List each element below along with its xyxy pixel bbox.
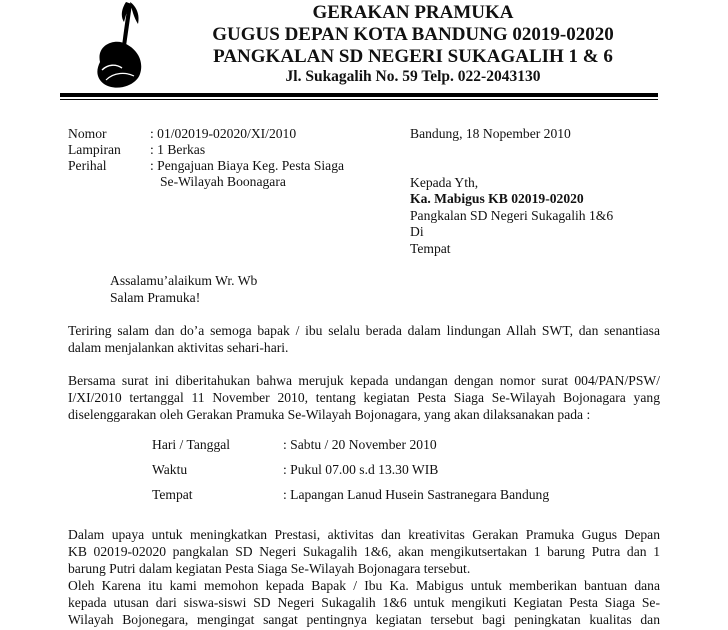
event-place-label: Tempat (152, 487, 193, 502)
header-address: Jl. Sukagalih No. 59 Telp. 022-2043130 (285, 68, 541, 85)
event-time-value: : Pukul 07.00 s.d 13.30 WIB (283, 462, 439, 477)
perihal-value-1: : Pengajuan Biaya Keg. Pesta Siaga (150, 158, 345, 173)
lampiran-value: : 1 Berkas (150, 142, 206, 157)
header-gugus: GUGUS DEPAN KOTA BANDUNG 02019-02020 (212, 24, 614, 45)
paragraph-request (68, 577, 660, 628)
paragraph-line: dalam menjalankan aktivitas sehari-hari. (68, 340, 289, 355)
event-place-value: : Lapangan Lanud Husein Sastranegara Bandung (283, 487, 550, 502)
header-rule-thin (60, 99, 658, 100)
header-pangkalan: PANGKALAN SD NEGERI SUKAGALIH 1 & 6 (213, 46, 613, 67)
paragraph-line: Oleh Karena itu kami memohon kepada Bapak / Ibu Ka. Mabigus untuk memberikan bantuan dana (68, 578, 660, 593)
event-day-label: Hari / Tanggal (152, 437, 231, 452)
paragraph-line: kepada utusan dari siswa-siswi SD Negeri Sukagalih 1&6 untuk mengikuti Kegiatan Pesta Siaga Se- (68, 595, 660, 610)
place-date: Bandung, 18 Nopember 2010 (410, 126, 571, 141)
paragraph-line: Bersama surat ini diberitahukan bahwa merujuk kepada undangan dengan nomor surat 004/PAN/PSW/ (68, 373, 660, 388)
nomor-label: Nomor (68, 126, 107, 141)
event-day-value: : Sabtu / 20 November 2010 (283, 437, 437, 452)
event-time-label: Waktu (152, 462, 188, 477)
perihal-label: Perihal (68, 158, 107, 173)
lampiran-label: Lampiran (68, 142, 121, 157)
recipient-line-2: Ka. Mabigus KB 02019-02020 (410, 191, 584, 206)
paragraph-participation (68, 526, 660, 577)
recipient-line-5: Tempat (410, 241, 451, 256)
paragraph-line: Teriring salam dan do’a semoga bapak / ibu selalu berada dalam lindungan Allah SWT, dan senantiasa (68, 323, 660, 338)
greeting-line-2: Salam Pramuka! (110, 290, 201, 305)
paragraph-line: I/XI/2010 tertanggal 11 November 2010, tentang kegiatan Pesta Siaga Se-Wilayah Bojonagara yang (68, 390, 660, 405)
paragraph-line: KB 02019-02020 pangkalan SD Negeri Sukagalih 1&6, akan mengikutsertakan 1 barung Putra dan 1 (68, 544, 660, 559)
greeting-line-1: Assalamu’alaikum Wr. Wb (110, 273, 258, 288)
header-rule-thick (60, 93, 658, 97)
paragraph-opening (68, 322, 660, 356)
recipient-line-3: Pangkalan SD Negeri Sukagalih 1&6 (410, 208, 614, 223)
recipient-line-1: Kepada Yth, (410, 175, 479, 190)
recipient-line-4: Di (410, 224, 424, 239)
nomor-value: : 01/02019-02020/XI/2010 (150, 126, 297, 141)
header-org: GERAKAN PRAMUKA (312, 2, 514, 23)
paragraph-line: Dalam upaya untuk meningkatkan Prestasi, aktivitas dan kreativitas Gerakan Pramuka Gugus Depan (68, 527, 660, 542)
perihal-value-2: Se-Wilayah Boonagara (160, 174, 286, 189)
paragraph-invitation (68, 372, 660, 423)
paragraph-line: Wilayah Bojonegara, mengingat sangat pentingnya kegiatan tersebut bagi peningkatan kualitas dan (68, 612, 660, 627)
paragraph-line: diselenggarakan oleh Gerakan Pramuka Se-Wilayah Bojonagara, yang akan dilaksanakan pada : (68, 407, 591, 422)
paragraph-line: barung Putri dalam kegiatan Pesta Siaga Se-Wilayah Bojonagara tersebut. (68, 561, 471, 576)
